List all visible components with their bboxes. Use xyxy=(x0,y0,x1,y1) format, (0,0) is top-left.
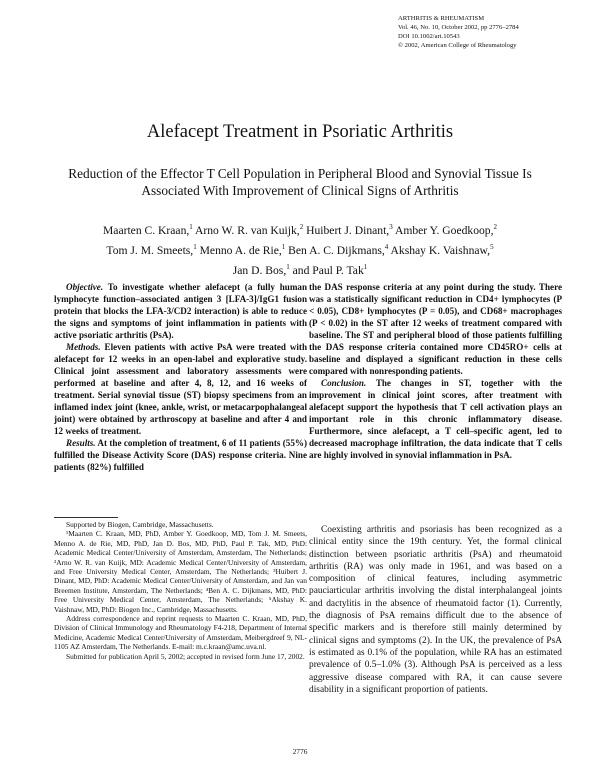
introduction-text xyxy=(309,524,562,696)
abstract-left-column xyxy=(54,281,307,473)
abstract-right-column xyxy=(309,281,562,461)
footnote-rule xyxy=(54,517,118,518)
abstract-conclusion: Conclusion. The changes in ST, together with the improvement in clinical joint scores, after treatment with alefacept support the hypothesis that T cell activation plays an important role in this chronic inflammatory disease. Furthermore, since alefacept, a T cell–specific agent, led to decreased macrophage infiltration, the data indicate that T cells are highly involved in synovial inflammation in PsA. xyxy=(309,378,562,460)
volume-info: Vol. 46, No. 10, October 2002, pp 2776–2784 xyxy=(398,24,519,31)
author: Menno A. de Rie,$^1$ xyxy=(199,242,286,257)
abstract-objective: Objective. To investigate whether alefacept (a fully human lymphocyte function–associated antigen 3 [LFA-3]/IgG1 fusion protein that blocks the LFA-3/CD2 interaction) is able to reduce the signs and symptoms of joint inflammation in patients with active psoriatic arthritis (PsA). xyxy=(54,282,308,340)
article-title: Alefacept Treatment in Psoriatic Arthritis xyxy=(146,122,454,142)
author: Amber Y. Goedkoop,$^2$ xyxy=(394,223,497,237)
author: Jan D. Bos,$^1$ xyxy=(232,262,290,277)
author: Tom J. M. Smeets,$^1$ xyxy=(106,242,197,257)
author: and Paul P. Tak$^1$ xyxy=(292,262,368,277)
author: Akshay K. Vaishnaw,$^5$ xyxy=(390,242,494,257)
author: Huibert J. Dinant,$^3$ xyxy=(306,223,393,237)
affiliations-note: ¹Maarten C. Kraan, MD, PhD, Amber Y. Goedkoop, MD, Tom J. M. Smeets, Menno A. de Rie, MD, PhD, Jan D. Bos, MD, PhD, Paul P. Tak, MD, PhD: Academic Medical Center/University of Amsterdam, Amsterdam, The Netherlands; ²Arno W. R. van Kuijk, MD: Academic Medical Center/University of Amsterdam, and Free University Medical Center, Amsterdam, The Netherlands; ³Huibert J. Dinant, MD, PhD: Academic Medical Center/University of Amsterdam, and Jan van Breemen Institute, Amsterdam, The Netherlands; ⁴Ben A. C. Dijkmans, MD, PhD: Free University Medical Center, Amsterdam, The Netherlands; ⁵Akshay K. Vaishnaw, MD, PhD: Biogen Inc., Cambridge, Massachusetts. xyxy=(54,529,307,614)
article-subtitle: Reduction of the Effector T Cell Population in Peripheral Blood and Synovial Tissue Is Associated With Improvement of Clinical Signs of Arthritis xyxy=(68,166,532,198)
journal-name: ARTHRITIS & RHEUMATISM xyxy=(398,15,485,22)
abstract-methods: Methods. Eleven patients with active PsA were treated with alefacept for 12 weeks in an open-label and explorative study. Clinical joint assessment and laboratory assessments were performed at baseline and after 4, 8, 12, and 16 weeks of treatment. Serial synovial tissue (ST) biopsy specimens from an inflamed index joint (knee, ankle, wrist, or metacarpophalangeal joint) were obtained by arthroscopy at baseline and after 4 and 12 weeks of treatment. xyxy=(54,342,308,436)
correspondence-note: Address correspondence and reprint requests to Maarten C. Kraan, MD, PhD, Division of Clinical Immunology and Rheumatology F4-218, Department of Internal Medicine, Academic Medical Center/University of Amsterdam, Meibergdreef 9, NL-1105 AZ Amsterdam, The Netherlands. E-mail: m.c.kraan@amc.uva.nl. xyxy=(54,614,307,652)
author: Maarten C. Kraan,$^1$ xyxy=(102,223,193,237)
abstract-results: Results. At the completion of treatment, 6 of 11 patients (55%) fulfilled the Disease Activity Score (DAS) response criteria. Nine patients (82%) fulfilled xyxy=(54,438,307,472)
page-number: 2776 xyxy=(292,747,308,756)
doi: DOI 10.1002/art.10543 xyxy=(398,33,460,40)
intro-paragraph: Coexisting arthritis and psoriasis has been recognized as a clinical entity since the 19th century. Yet, the formal clinical distinction between psoriatic arthritis (PsA) and rheumatoid arthritis (RA) was only made in 1961, and was based on a composition of clinical features, including asymmetric pauciarticular arthritis involving the distal interphalangeal joints and dactylitis in the absence of rheumatoid factor (1). Currently, the diagnosis of PsA remains difficult due to the absence of specific markers and is therefore still mainly determined by clinical signs and symptoms (2). In the UK, the prevalence of PsA is estimated as 0.1% of the population, while RA has an estimated prevalence of 0.5–1.0% (3). Although PsA is perceived as a less aggressive disease compared with RA, it can cause severe disability in a significant proportion of patients. xyxy=(309,525,562,695)
footnotes xyxy=(54,517,307,661)
author: Ben A. C. Dijkmans,$^4$ xyxy=(288,242,389,257)
funding-note: Supported by Biogen, Cambridge, Massachusetts. xyxy=(66,520,214,529)
copyright: © 2002, American College of Rheumatology xyxy=(398,42,517,49)
author-list xyxy=(70,219,530,279)
author: Arno W. R. van Kuijk,$^2$ xyxy=(195,223,304,237)
abstract-results-continued: the DAS response criteria at any point during the study. There was a statistically significant reduction in CD4+ lymphocytes (P < 0.05), CD8+ lymphocytes (P = 0.05), and CD68+ macrophages (P < 0.02) in the ST after 12 weeks of treatment compared with baseline. The ST and peripheral blood of those patients fulfilling the DAS response criteria contained more CD45RO+ cells at baseline and displayed a significant reduction in these cells compared with nonresponding patients. xyxy=(309,282,562,376)
journal-header xyxy=(398,14,594,50)
submission-note: Submitted for publication April 5, 2002; accepted in revised form June 17, 2002. xyxy=(66,651,305,661)
